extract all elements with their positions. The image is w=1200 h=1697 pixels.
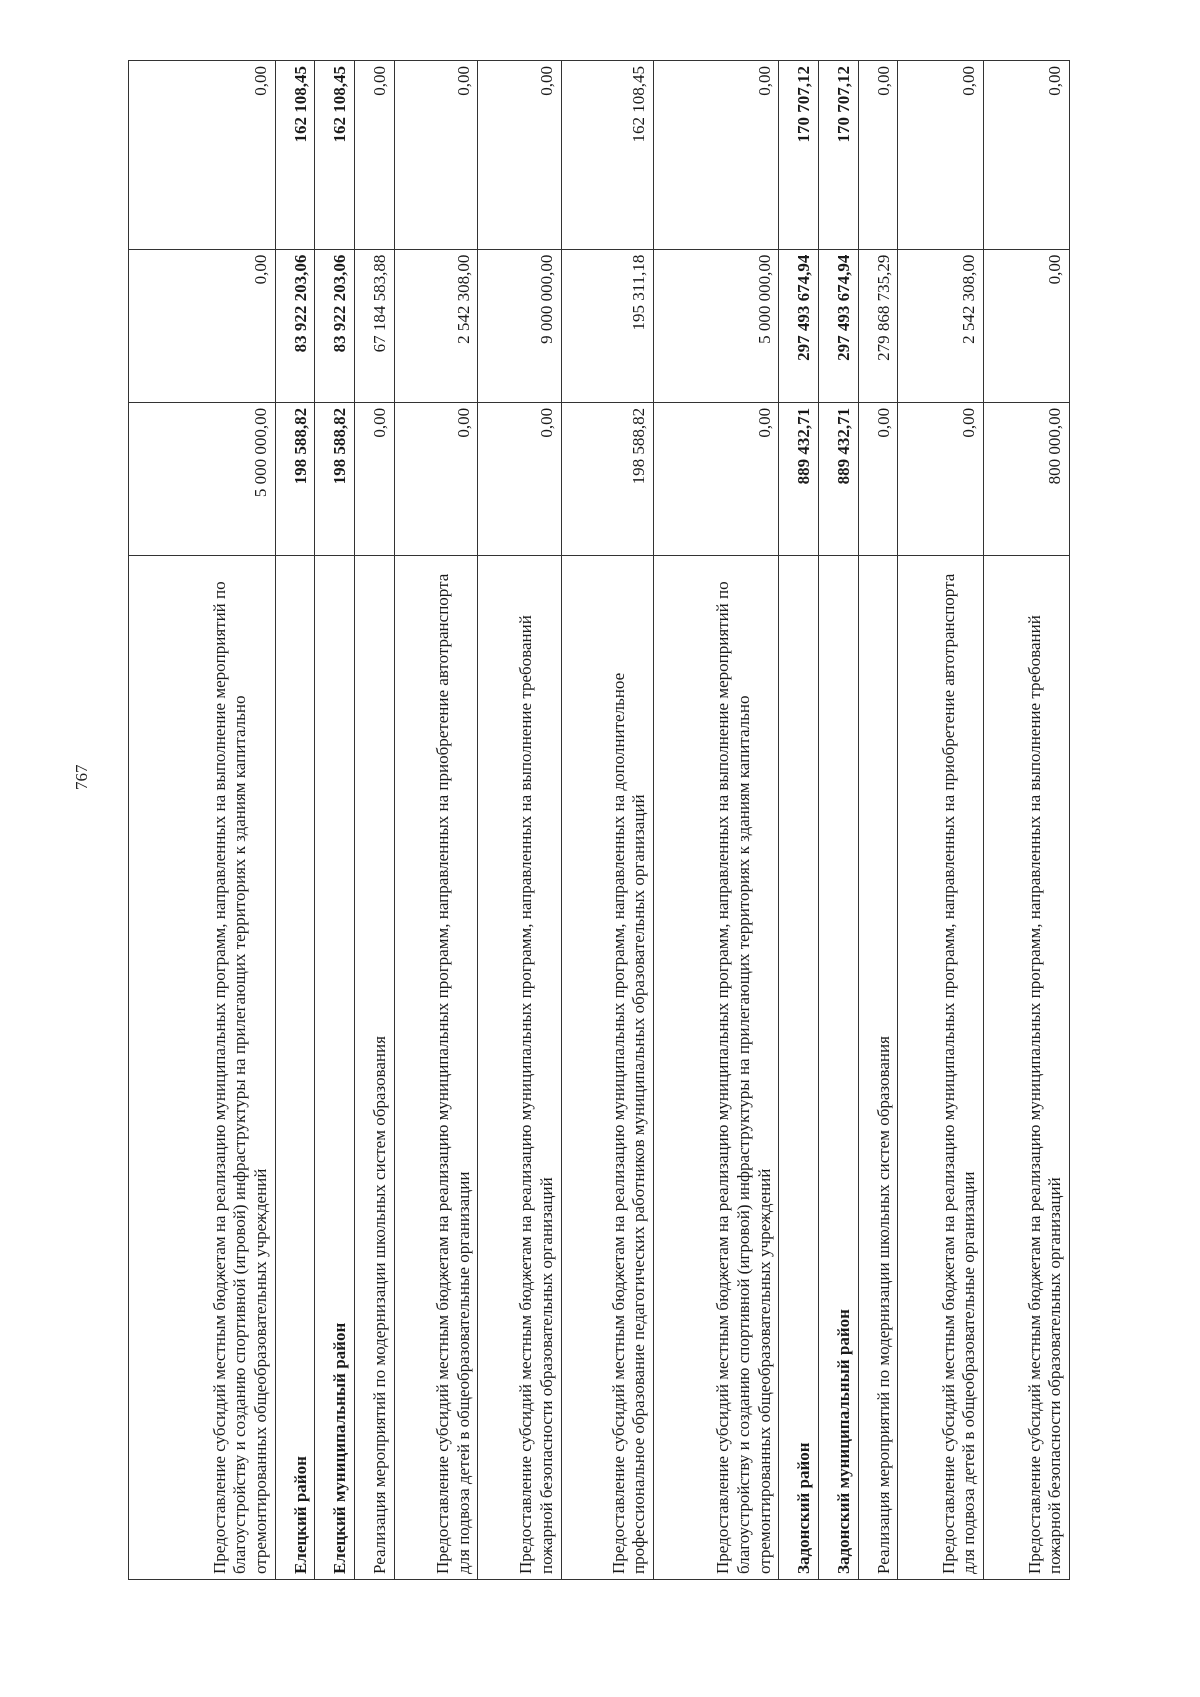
row-value-3: 162 108,45 — [315, 61, 355, 250]
row-value-3: 162 108,45 — [275, 61, 315, 250]
table-row — [355, 61, 395, 1580]
row-value-3: 0,00 — [654, 61, 779, 250]
row-value-3: 170 707,12 — [819, 61, 859, 250]
table-row — [315, 61, 355, 1580]
row-value-2: 297 493 674,94 — [779, 249, 819, 402]
row-value-1: 0,00 — [478, 402, 562, 555]
rotated-table-container — [128, 60, 1070, 1580]
budget-table-body — [129, 61, 1070, 1580]
row-value-2: 67 184 583,88 — [355, 249, 395, 402]
row-value-3: 0,00 — [394, 61, 478, 250]
row-value-1: 0,00 — [654, 402, 779, 555]
row-description: Предоставление субсидий местным бюджетам на реализацию муниципальных программ, направленных на выполнение мероприятий по благоустройству и созданию спортивной (игровой) инфраструктуры на прилегающих территориях к зданиям капитально отремонтированных общеобразовательных учреждений — [654, 556, 779, 1580]
row-value-3: 170 707,12 — [779, 61, 819, 250]
table-row — [779, 61, 819, 1580]
row-value-1: 5 000 000,00 — [129, 402, 276, 555]
table-row — [819, 61, 859, 1580]
table-row — [561, 61, 653, 1580]
table-row — [275, 61, 315, 1580]
table-row — [654, 61, 779, 1580]
row-value-1: 889 432,71 — [819, 402, 859, 555]
row-description: Елецкий муниципальный район — [315, 556, 355, 1580]
row-value-2: 0,00 — [129, 249, 276, 402]
row-value-2: 5 000 000,00 — [654, 249, 779, 402]
row-value-3: 0,00 — [478, 61, 562, 250]
row-value-1: 0,00 — [898, 402, 984, 555]
row-value-1: 198 588,82 — [561, 402, 653, 555]
table-row — [129, 61, 276, 1580]
table-row — [858, 61, 898, 1580]
row-value-3: 0,00 — [355, 61, 395, 250]
row-value-1: 198 588,82 — [275, 402, 315, 555]
row-value-1: 0,00 — [858, 402, 898, 555]
budget-table — [128, 60, 1070, 1580]
row-value-1: 198 588,82 — [315, 402, 355, 555]
table-row — [394, 61, 478, 1580]
row-value-2: 83 922 203,06 — [275, 249, 315, 402]
row-description: Елецкий район — [275, 556, 315, 1580]
row-value-2: 9 000 000,00 — [478, 249, 562, 402]
row-description: Реализация мероприятий по модернизации школьных систем образования — [858, 556, 898, 1580]
row-description: Предоставление субсидий местным бюджетам на реализацию муниципальных программ, направленных на приобретение автотранспорта для подвоза детей в общеобразовательные организации — [898, 556, 984, 1580]
table-row — [478, 61, 562, 1580]
row-value-2: 297 493 674,94 — [819, 249, 859, 402]
row-description: Предоставление субсидий местным бюджетам на реализацию муниципальных программ, направленных на выполнение требований пожарной безопасности образовательных организаций — [984, 556, 1070, 1580]
row-value-3: 0,00 — [129, 61, 276, 250]
row-value-2: 2 542 308,00 — [898, 249, 984, 402]
row-value-3: 0,00 — [984, 61, 1070, 250]
page-number: 767 — [72, 764, 91, 790]
row-description: Предоставление субсидий местным бюджетам на реализацию муниципальных программ, направленных на выполнение требований пожарной безопасности образовательных организаций — [478, 556, 562, 1580]
row-value-2: 0,00 — [984, 249, 1070, 402]
row-value-2: 195 311,18 — [561, 249, 653, 402]
row-value-2: 279 868 735,29 — [858, 249, 898, 402]
row-value-3: 162 108,45 — [561, 61, 653, 250]
table-row — [898, 61, 984, 1580]
row-description: Задонский муниципальный район — [819, 556, 859, 1580]
table-row — [984, 61, 1070, 1580]
row-description: Реализация мероприятий по модернизации школьных систем образования — [355, 556, 395, 1580]
row-value-1: 800 000,00 — [984, 402, 1070, 555]
row-value-1: 0,00 — [355, 402, 395, 555]
row-value-3: 0,00 — [858, 61, 898, 250]
row-value-3: 0,00 — [898, 61, 984, 250]
row-description: Предоставление субсидий местным бюджетам на реализацию муниципальных программ, направленных на приобретение автотранспорта для подвоза детей в общеобразовательные организации — [394, 556, 478, 1580]
row-value-2: 2 542 308,00 — [394, 249, 478, 402]
row-description: Предоставление субсидий местным бюджетам на реализацию муниципальных программ, направленных на дополнительное профессиональное образование педагогических работников муниципальных образовательных организаций — [561, 556, 653, 1580]
row-description: Предоставление субсидий местным бюджетам на реализацию муниципальных программ, направленных на выполнение мероприятий по благоустройству и созданию спортивной (игровой) инфраструктуры на прилегающих территориях к зданиям капитально отремонтированных общеобразовательных учреждений — [129, 556, 276, 1580]
row-value-1: 0,00 — [394, 402, 478, 555]
row-description: Задонский район — [779, 556, 819, 1580]
row-value-1: 889 432,71 — [779, 402, 819, 555]
row-value-2: 83 922 203,06 — [315, 249, 355, 402]
